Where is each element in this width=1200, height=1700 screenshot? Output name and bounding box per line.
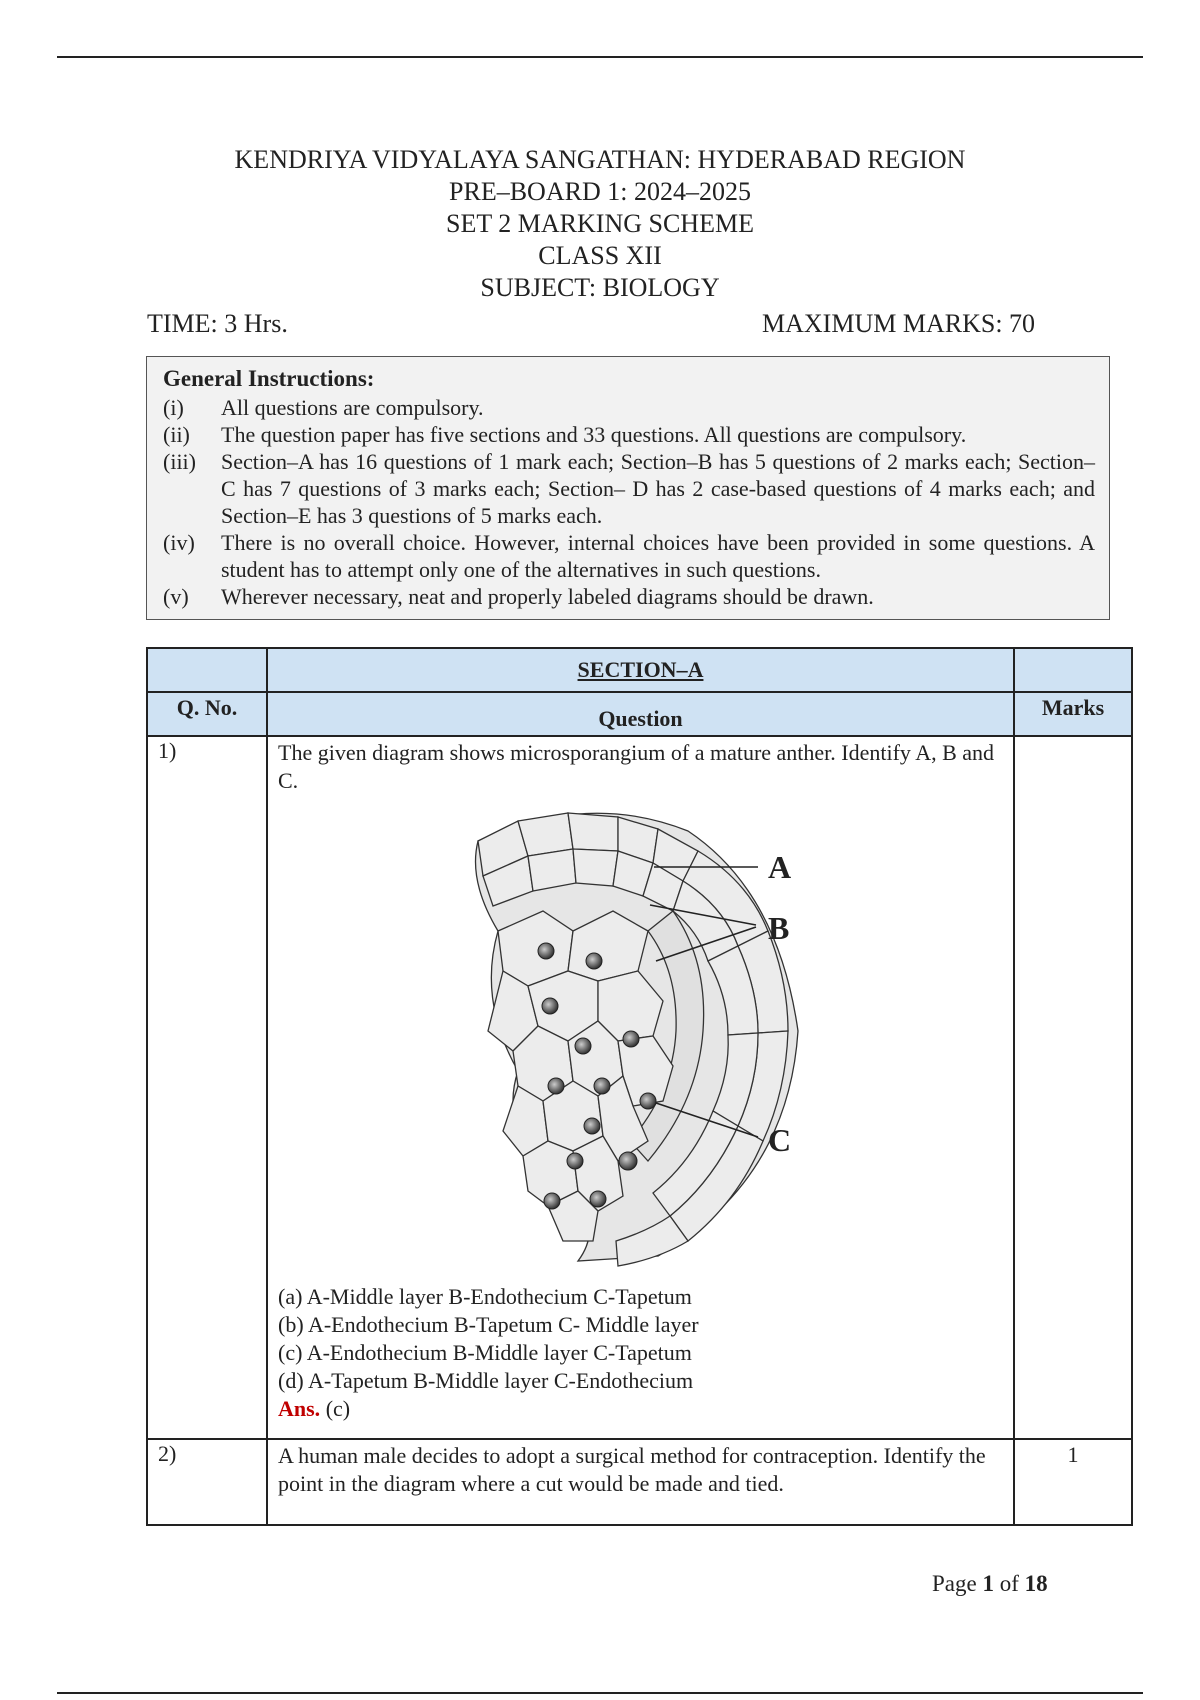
header-line-5: SUBJECT: BIOLOGY (480, 273, 720, 302)
option-b: (b) A-Endothecium B-Tapetum C- Middle layer (278, 1312, 699, 1337)
bottom-rule (57, 1692, 1143, 1694)
instructions-title: General Instructions: (163, 366, 375, 391)
instruction-item (163, 394, 1095, 421)
instruction-text: The question paper has five sections and 33 questions. All questions are compulsory. (221, 422, 967, 447)
instruction-number: (ii) (163, 422, 190, 447)
header-line-4: CLASS XII (538, 241, 662, 270)
label-c: C (768, 1122, 792, 1158)
instruction-item (163, 583, 1095, 610)
document-header (0, 144, 1200, 304)
maximum-marks: MAXIMUM MARKS: 70 (762, 309, 1036, 338)
instruction-number: (iv) (163, 530, 195, 555)
header-empty-cell (147, 648, 267, 692)
page-of: of (993, 1571, 1025, 1596)
table-row (147, 736, 1132, 1439)
instruction-item (163, 421, 1095, 448)
label-a: A (768, 849, 792, 885)
question-number: 1) (147, 736, 267, 1439)
header-line-1: KENDRIYA VIDYALAYA SANGATHAN: HYDERABAD REGION (234, 145, 966, 174)
instruction-text: Section–A has 16 questions of 1 mark each; Section–B has 5 questions of 2 marks each; Section– C has 7 questions of 3 marks each; Section– D has 2 case-based questions of 4 marks each; and Section–E has 3 questions of 5 marks each. (221, 449, 1095, 528)
column-header-marks: Marks (1014, 692, 1132, 736)
label-b: B (768, 910, 790, 946)
page-number (932, 1571, 1048, 1597)
instruction-text: Wherever necessary, neat and properly labeled diagrams should be drawn. (221, 584, 874, 609)
marks-cell: 1 (1014, 1439, 1132, 1525)
header-line-2: PRE–BOARD 1: 2024–2025 (449, 177, 751, 206)
section-title: SECTION–A (267, 648, 1014, 692)
general-instructions-box (146, 356, 1110, 620)
question-cell (267, 736, 1014, 1439)
answer-line (278, 1395, 1003, 1423)
question-text: The given diagram shows microsporangium of a mature anther. Identify A, B and C. (278, 740, 995, 793)
time-allowed: TIME: 3 Hrs. (147, 309, 288, 338)
answer-value: (c) (320, 1396, 351, 1421)
question-number: 2) (147, 1439, 267, 1525)
questions-table (146, 647, 1133, 1526)
instruction-item (163, 529, 1095, 583)
option-c: (c) A-Endothecium B-Middle layer C-Tapetum (278, 1340, 692, 1365)
column-header-qno: Q. No. (147, 692, 267, 736)
option-a: (a) A-Middle layer B-Endothecium C-Tapetum (278, 1284, 692, 1309)
instruction-number: (i) (163, 395, 184, 420)
option-d: (d) A-Tapetum B-Middle layer C-Endothecium (278, 1368, 694, 1393)
marks-cell (1014, 736, 1132, 1439)
top-rule (57, 56, 1143, 58)
instruction-number: (v) (163, 584, 189, 609)
instruction-text: There is no overall choice. However, internal choices have been provided in some questions. A student has to attempt only one of the alternatives in such questions. (221, 530, 1095, 582)
microsporangium-diagram (458, 801, 958, 1273)
table-row (147, 1439, 1132, 1525)
question-text: A human male decides to adopt a surgical method for contraception. Identify the point in the diagram where a cut would be made and tied. (267, 1439, 1014, 1525)
instruction-text: All questions are compulsory. (221, 395, 484, 420)
answer-label: Ans. (278, 1396, 321, 1421)
header-line-3: SET 2 MARKING SCHEME (446, 209, 754, 238)
instruction-item (163, 448, 1095, 529)
header-empty-cell (1014, 648, 1132, 692)
instruction-number: (iii) (163, 449, 196, 474)
page-current: 1 (982, 1571, 994, 1596)
page-prefix: Page (932, 1571, 983, 1596)
column-header-question: Question (267, 692, 1014, 736)
page-total: 18 (1024, 1571, 1048, 1596)
